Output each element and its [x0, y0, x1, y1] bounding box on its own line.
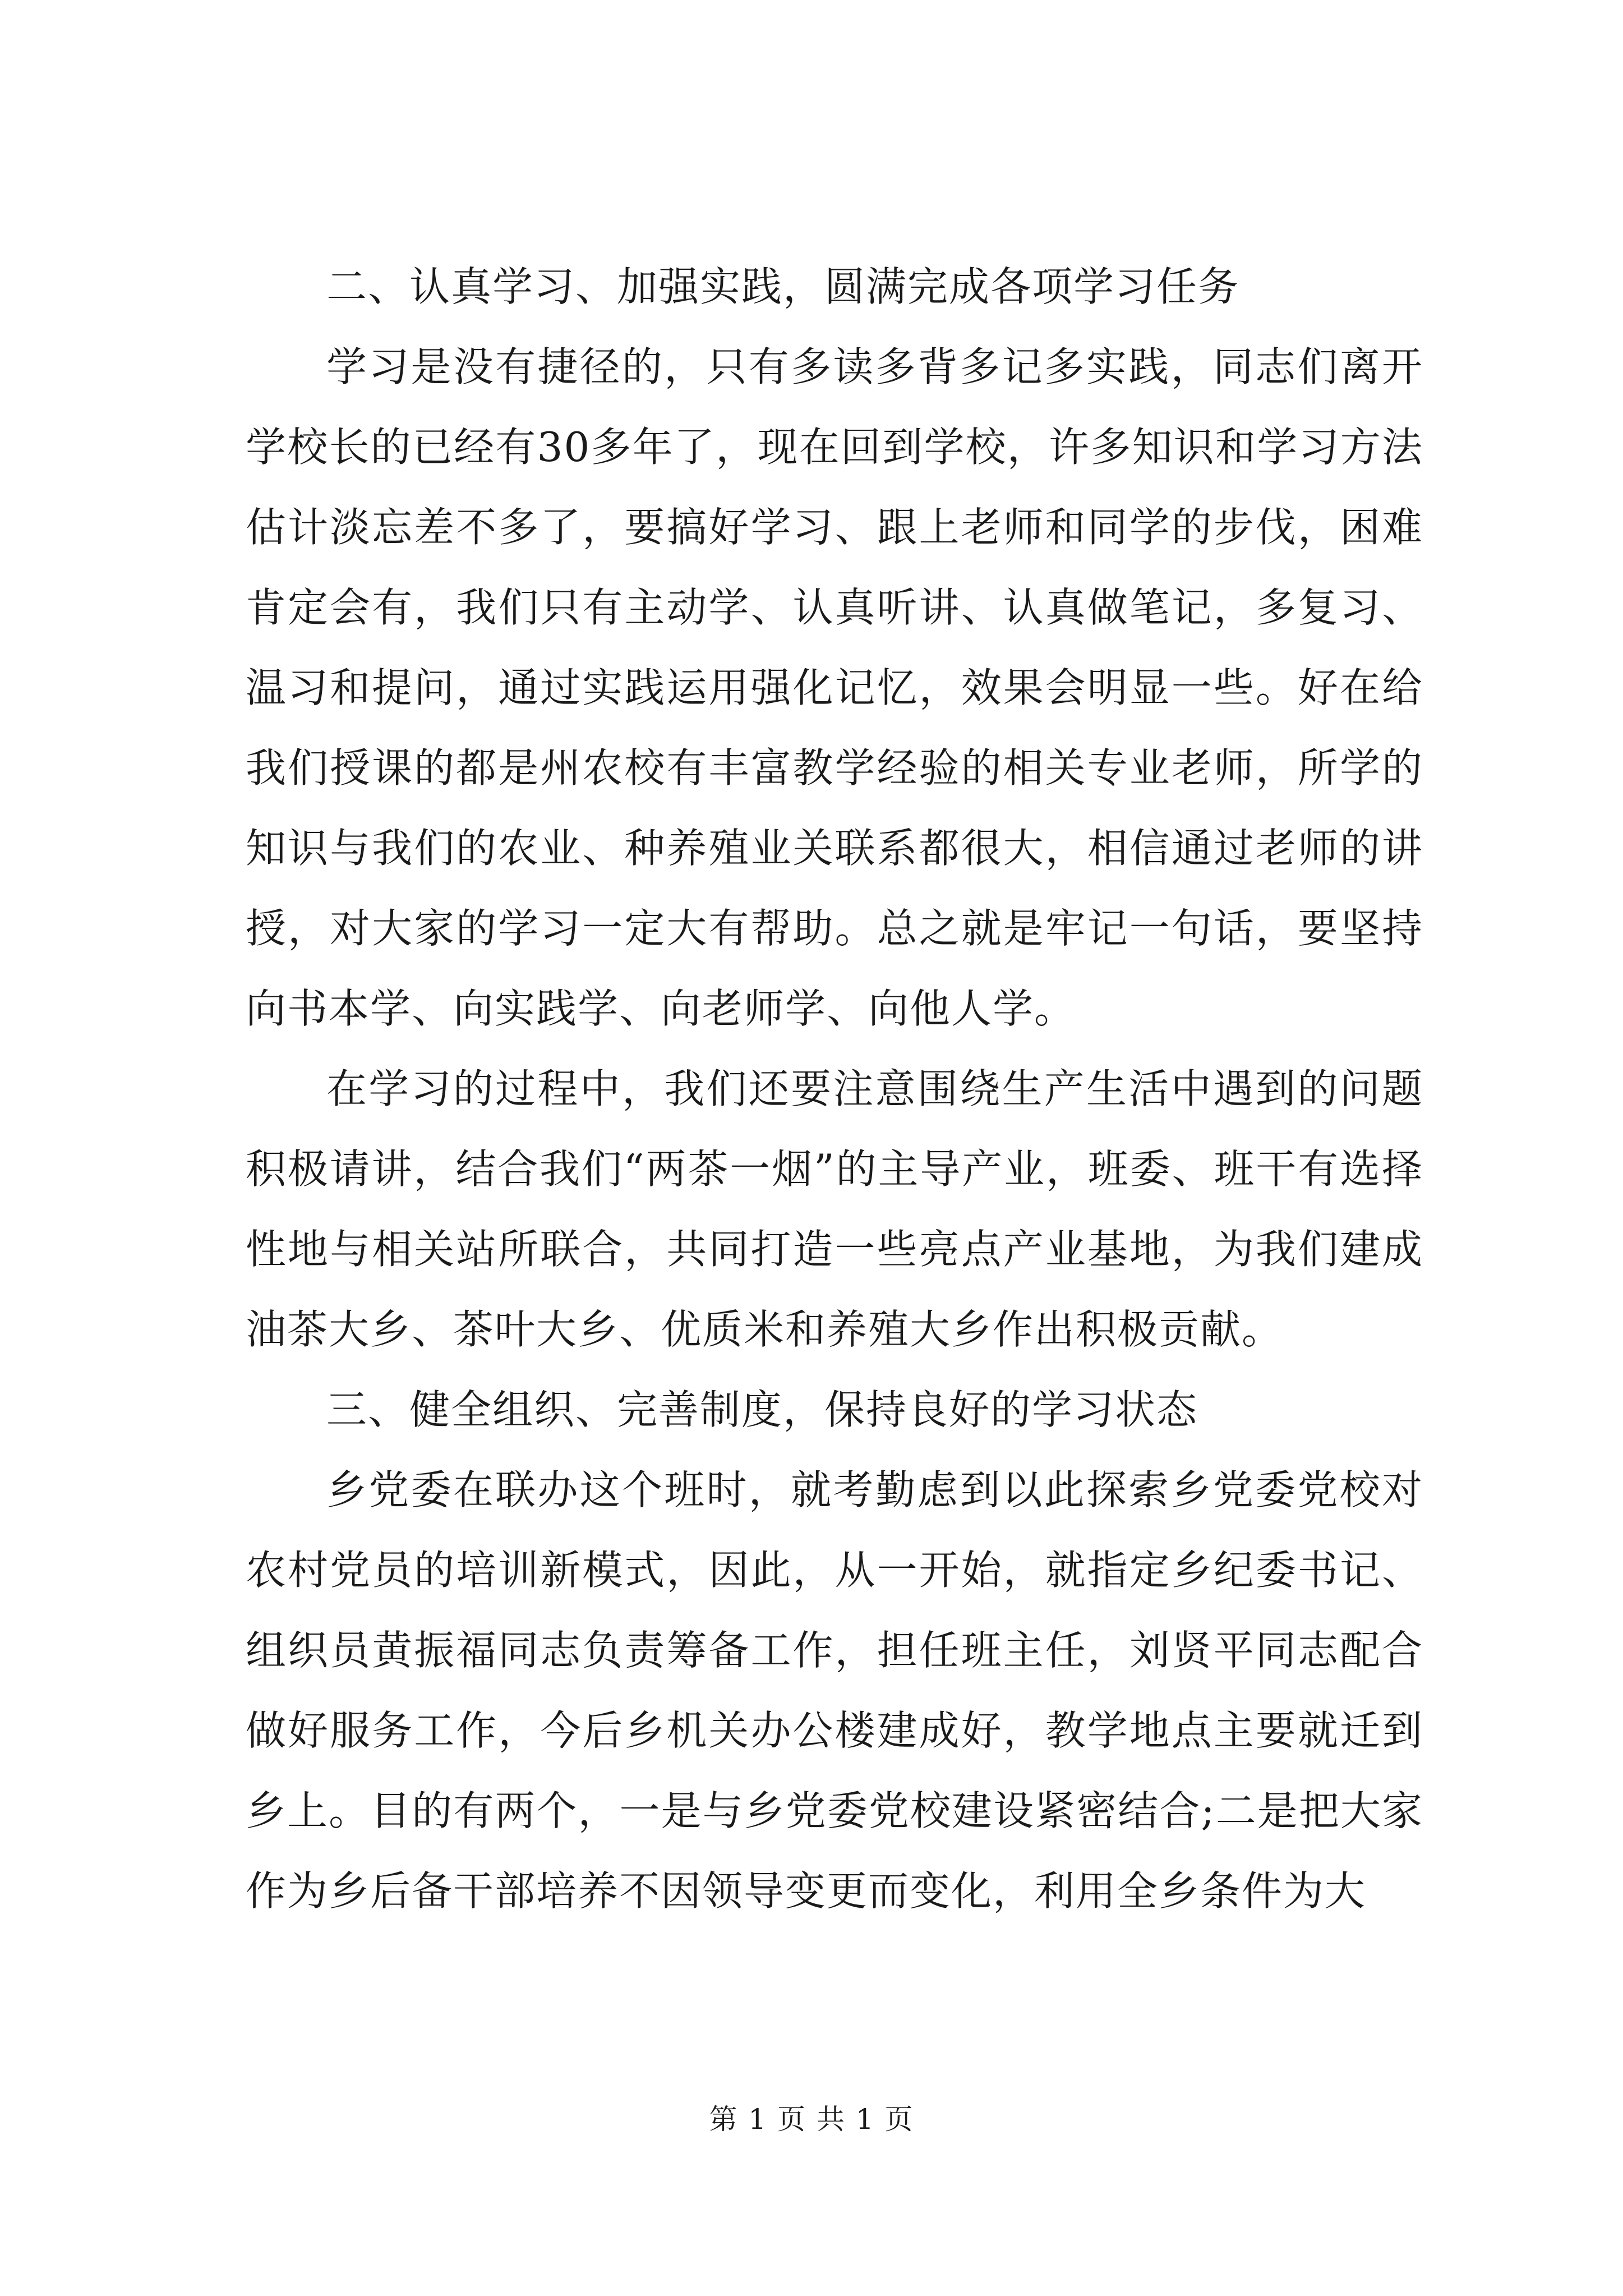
section-heading-2: 二、认真学习、加强实践，圆满完成各项学习任务	[326, 263, 1240, 310]
page-footer: 第 1 页 共 1 页	[709, 2103, 914, 2136]
section-heading-3: 三、健全组织、完善制度，保持良好的学习状态	[326, 1386, 1198, 1433]
paragraph-industry-bases: 在学习的过程中，我们还要注意围绕生产生活中遇到的问题积极请讲，结合我们“两茶一烟”的主导产业，班委、班干有选择性地与相关站所联合，共同打造一些亮点产业基地，为我们建成油茶大乡、茶叶大乡、优质米和养殖大乡作出积极贡献。	[246, 1065, 1423, 1353]
paragraph-study-methods: 学习是没有捷径的，只有多读多背多记多实践，同志们离开学校长的已经有30多年了，现在回到学校，许多知识和学习方法估计淡忘差不多了，要搞好学习、跟上老师和同学的步伐，困难肯定会有，我们只有主动学、认真听讲、认真做笔记，多复习、温习和提问，通过实践运用强化记忆，效果会明显一些。好在给我们授课的都是州农校有丰富教学经验的相关专业老师，所学的知识与我们的农业、种养殖业关联系都很大，相信通过老师的讲授，对大家的学习一定大有帮助。总之就是牢记一句话，要坚持向书本学、向实践学、向老师学、向他人学。	[246, 343, 1423, 1032]
paragraph-organization: 乡党委在联办这个班时，就考勤虑到以此探索乡党委党校对农村党员的培训新模式，因此，从一开始，就指定乡纪委书记、组织员黄振福同志负责筹备工作，担任班主任，刘贤平同志配合做好服务工作，今后乡机关办公楼建成好，教学地点主要就迁到乡上。目的有两个，一是与乡党委党校建设紧密结合;二是把大家作为乡后备干部培养不因领导变更而变化，利用全乡条件为大	[246, 1466, 1423, 1915]
document-body	[246, 247, 1423, 1931]
